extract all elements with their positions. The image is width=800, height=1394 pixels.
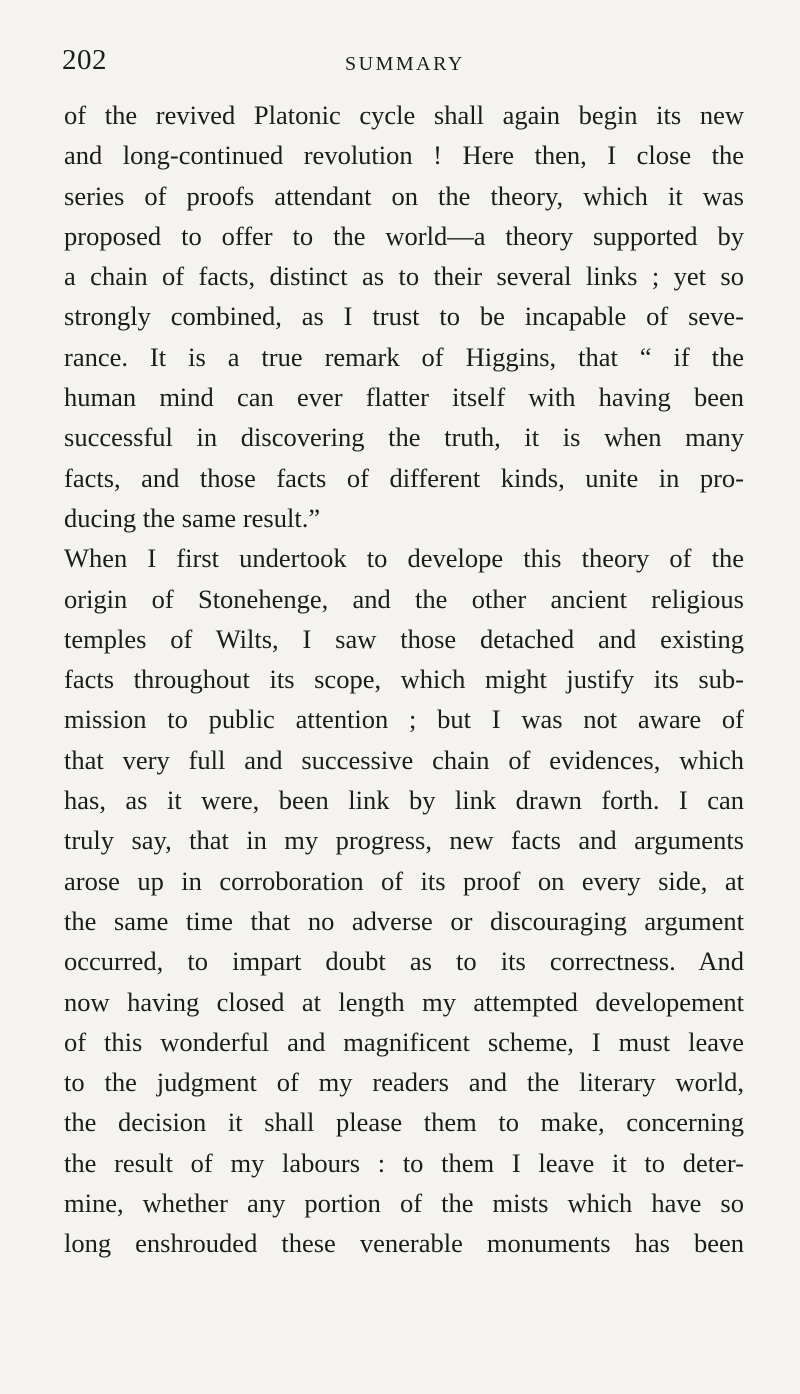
text-line: of the revived Platonic cycle shall again begin its new: [64, 100, 744, 130]
text-line: successful in discovering the truth, it is when many: [64, 422, 744, 453]
page-number: 202: [62, 44, 107, 76]
text-line: facts, and those facts of different kinds, unite in pro-: [64, 462, 744, 493]
paragraph-start-line: When I first undertook to develope this theory of the: [64, 543, 744, 574]
text-line: human mind can ever flatter itself with having been: [64, 382, 744, 413]
text-line: the decision it shall please them to make, concerning: [64, 1107, 744, 1138]
text-line: now having closed at length my attempted developement: [64, 986, 744, 1017]
text-line: series of proofs attendant on the theory, which it was: [64, 180, 744, 211]
text-line: rance. It is a true remark of Higgins, that “ if the: [64, 341, 744, 372]
body-text: [64, 95, 744, 1264]
text-line: the result of my labours : to them I leave it to deter-: [64, 1147, 744, 1178]
text-line: a chain of facts, distinct as to their several links ; yet so: [64, 261, 744, 292]
text-line: mission to public attention ; but I was not aware of: [64, 704, 744, 735]
page-header: [62, 42, 742, 82]
text-line: proposed to offer to the world—a theory supported by: [64, 220, 744, 251]
text-line: temples of Wilts, I saw those detached and existing: [64, 623, 744, 654]
text-line: the same time that no adverse or discouraging argument: [64, 905, 744, 936]
text-line: and long-continued revolution ! Here then, I close the: [64, 140, 744, 171]
paragraph-end-line: ducing the same result.”: [64, 502, 321, 533]
text-line: arose up in corroboration of its proof on every side, at: [64, 865, 744, 896]
text-line: mine, whether any portion of the mists which have so: [64, 1188, 744, 1219]
text-line: to the judgment of my readers and the literary world,: [64, 1067, 744, 1098]
text-line: has, as it were, been link by link drawn forth. I can: [64, 785, 744, 816]
text-line: long enshrouded these venerable monuments has been: [64, 1228, 744, 1259]
text-line: of this wonderful and magnificent scheme, I must leave: [64, 1026, 744, 1057]
text-line: origin of Stonehenge, and the other ancient religious: [64, 583, 744, 614]
text-line: occurred, to impart doubt as to its correctness. And: [64, 946, 744, 977]
text-line: strongly combined, as I trust to be incapable of seve-: [64, 301, 744, 332]
running-head: SUMMARY: [345, 53, 465, 75]
text-line: that very full and successive chain of evidences, which: [64, 744, 744, 775]
text-line: truly say, that in my progress, new facts and arguments: [64, 825, 744, 856]
text-line: facts throughout its scope, which might justify its sub-: [64, 664, 744, 695]
